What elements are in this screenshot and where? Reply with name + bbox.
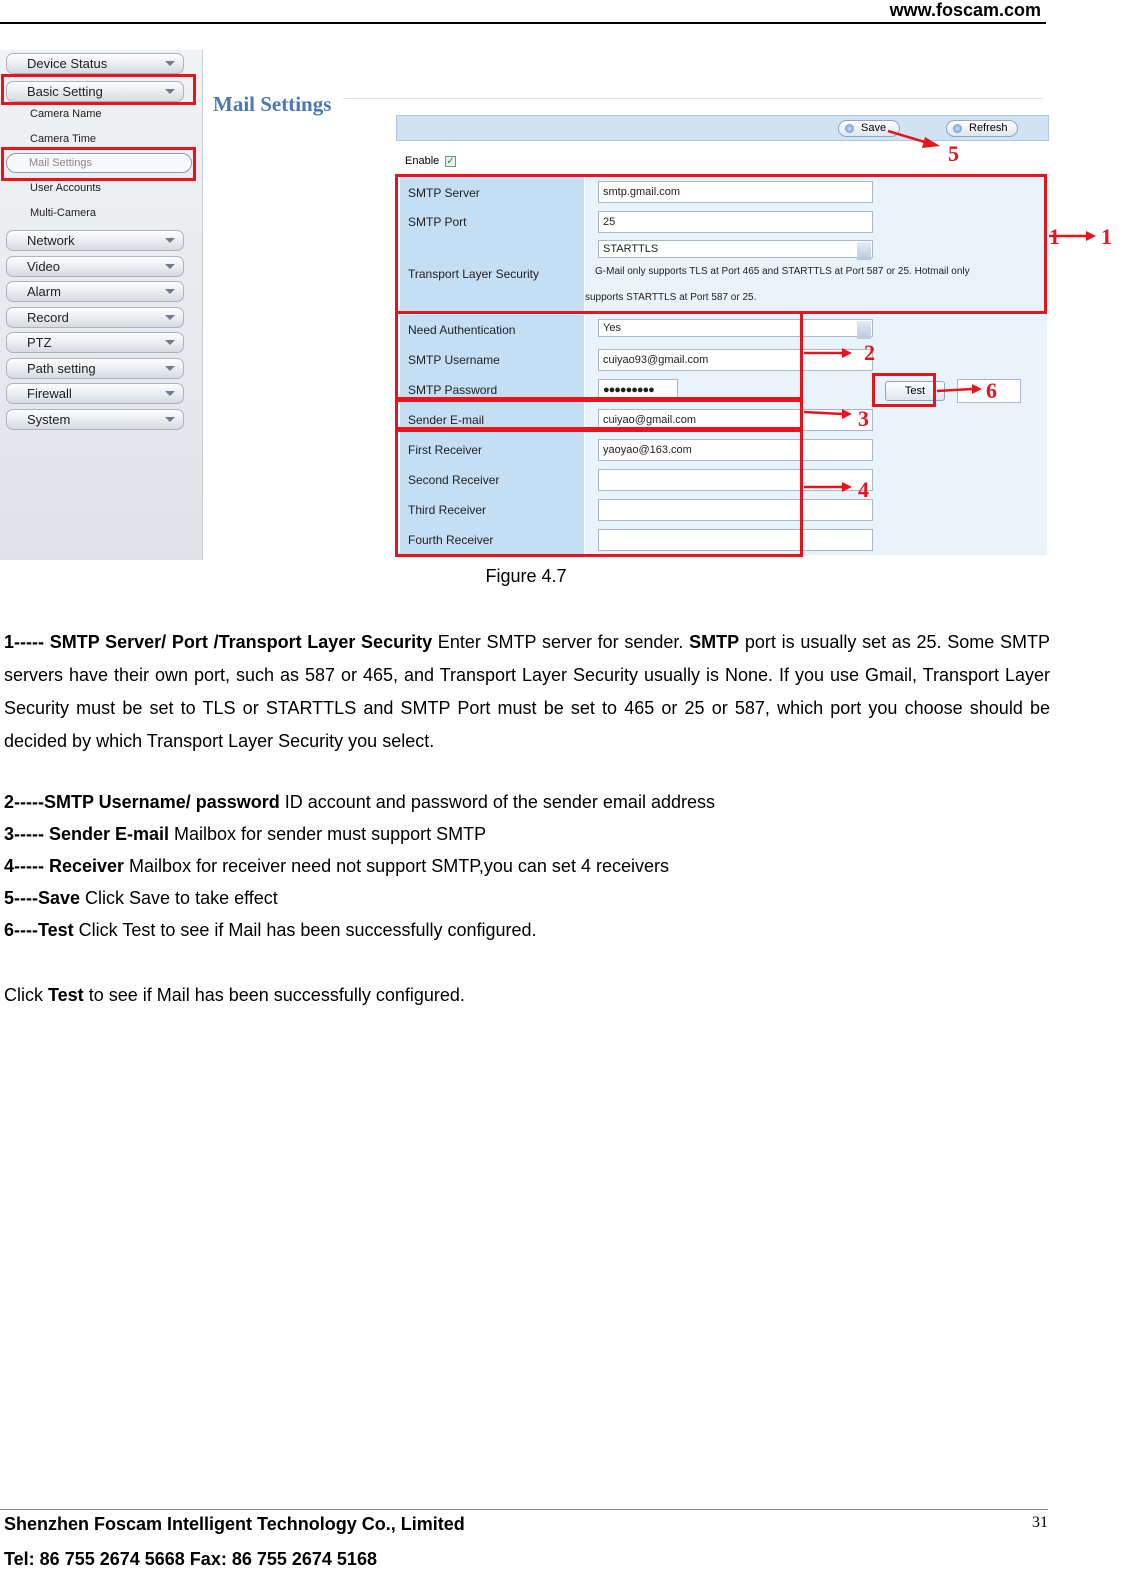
footer-divider bbox=[0, 1509, 1048, 1510]
test-button[interactable]: Test bbox=[885, 381, 945, 401]
annotation-arrows bbox=[0, 50, 1052, 560]
figure-caption: Figure 4.7 bbox=[485, 566, 567, 586]
field-label: Transport Layer Security bbox=[400, 236, 584, 311]
save-button[interactable]: Save bbox=[838, 120, 900, 137]
field-label: Fourth Receiver bbox=[400, 525, 584, 555]
paragraph-3: 3----- Sender E-mail Mailbox for sender must support SMTP bbox=[4, 824, 487, 844]
callout-1-outer: 1 bbox=[1101, 224, 1112, 249]
field-label: Second Receiver bbox=[400, 465, 584, 495]
field-label: SMTP Username bbox=[400, 345, 584, 375]
callout-6: 6 bbox=[986, 378, 997, 403]
tls-select[interactable]: STARTTLS bbox=[598, 240, 873, 258]
smtp-password-input[interactable]: ●●●●●●●●● bbox=[598, 379, 678, 401]
header-url: www.foscam.com bbox=[889, 0, 1041, 20]
menu-device-status[interactable]: Device Status bbox=[6, 53, 184, 74]
field-label: First Receiver bbox=[400, 435, 584, 465]
menu-system[interactable]: System bbox=[6, 409, 184, 430]
header-divider bbox=[0, 22, 1046, 24]
smtp-port-input[interactable]: 25 bbox=[598, 211, 873, 233]
paragraph-5: 5----Save Click Save to take effect bbox=[4, 888, 278, 908]
menu-basic-setting[interactable]: Basic Setting bbox=[6, 81, 184, 102]
field-label: Need Authentication bbox=[400, 315, 584, 345]
enable-label: Enable bbox=[405, 155, 440, 167]
menu-record[interactable]: Record bbox=[6, 307, 184, 328]
smtp-username-input[interactable]: cuiyao93@gmail.com bbox=[598, 349, 873, 371]
tls-note-line1: G-Mail only supports TLS at Port 465 and STARTTLS at Port 587 or 25. Hotmail only bbox=[595, 266, 970, 277]
paragraph-1: 1----- SMTP Server/ Port /Transport Layer Security Enter SMTP server for sender. SMTP port is usually set as 25. Some SMTP servers have their own port, such as 587 or 465, and Transport Layer Security usually is None. If you use Gmail, Transport Layer Security must be set to TLS or STARTTLS and SMTP Port must be set to 465 or 25 or 587, which port you choose should be decided by which Transport Layer Security you select. bbox=[4, 632, 1051, 751]
callout-2: 2 bbox=[864, 340, 875, 365]
refresh-button[interactable]: Refresh bbox=[946, 120, 1018, 137]
paragraph-6: 6----Test Click Test to see if Mail has been successfully configured. bbox=[4, 920, 537, 940]
submenu-camera-time[interactable]: Camera Time bbox=[30, 133, 97, 145]
mail-settings-figure bbox=[0, 50, 1060, 560]
submenu-mail-settings[interactable]: Mail Settings bbox=[6, 153, 192, 173]
paragraph-2: 2-----SMTP Username/ password ID account and password of the sender email address bbox=[4, 792, 715, 812]
footer-contact: Tel: 86 755 2674 5668 Fax: 86 755 2674 5168 bbox=[4, 1549, 377, 1569]
field-label: Sender E-mail bbox=[400, 405, 584, 435]
paragraph-7: Click Test to see if Mail has been successfully configured. bbox=[4, 985, 465, 1005]
enable-checkbox[interactable]: ✓ bbox=[446, 156, 455, 167]
field-label: Third Receiver bbox=[400, 495, 584, 525]
paragraph-4: 4----- Receiver Mailbox for receiver need not support SMTP,you can set 4 receivers bbox=[4, 856, 669, 876]
callout-4: 4 bbox=[858, 477, 869, 502]
menu-alarm[interactable]: Alarm bbox=[6, 281, 184, 302]
need-auth-select[interactable]: Yes bbox=[598, 319, 873, 337]
field-label: SMTP Server bbox=[400, 177, 584, 208]
page-title: Mail Settings bbox=[213, 92, 332, 116]
submenu-camera-name[interactable]: Camera Name bbox=[30, 108, 102, 120]
sender-email-input[interactable]: cuiyao@gmail.com bbox=[598, 409, 873, 431]
first-receiver-input[interactable]: yaoyao@163.com bbox=[598, 439, 873, 461]
callout-5: 5 bbox=[948, 141, 959, 166]
submenu-multi-camera[interactable]: Multi-Camera bbox=[30, 207, 97, 219]
field-label: SMTP Port bbox=[400, 208, 584, 236]
menu-path-setting[interactable]: Path setting bbox=[6, 358, 184, 379]
menu-firewall[interactable]: Firewall bbox=[6, 383, 184, 404]
menu-video[interactable]: Video bbox=[6, 256, 184, 277]
menu-network[interactable]: Network bbox=[6, 230, 184, 251]
menu-ptz[interactable]: PTZ bbox=[6, 332, 184, 353]
field-label: SMTP Password bbox=[400, 375, 584, 405]
submenu-user-accounts[interactable]: User Accounts bbox=[30, 182, 101, 194]
callout-1: 1 bbox=[1049, 224, 1060, 249]
smtp-server-input[interactable]: smtp.gmail.com bbox=[598, 181, 873, 203]
tls-note-line2: supports STARTTLS at Port 587 or 25. bbox=[585, 292, 757, 303]
footer-company: Shenzhen Foscam Intelligent Technology Co., Limited bbox=[4, 1514, 465, 1534]
callout-3: 3 bbox=[858, 406, 869, 431]
page-number: 31 bbox=[1032, 1514, 1048, 1531]
